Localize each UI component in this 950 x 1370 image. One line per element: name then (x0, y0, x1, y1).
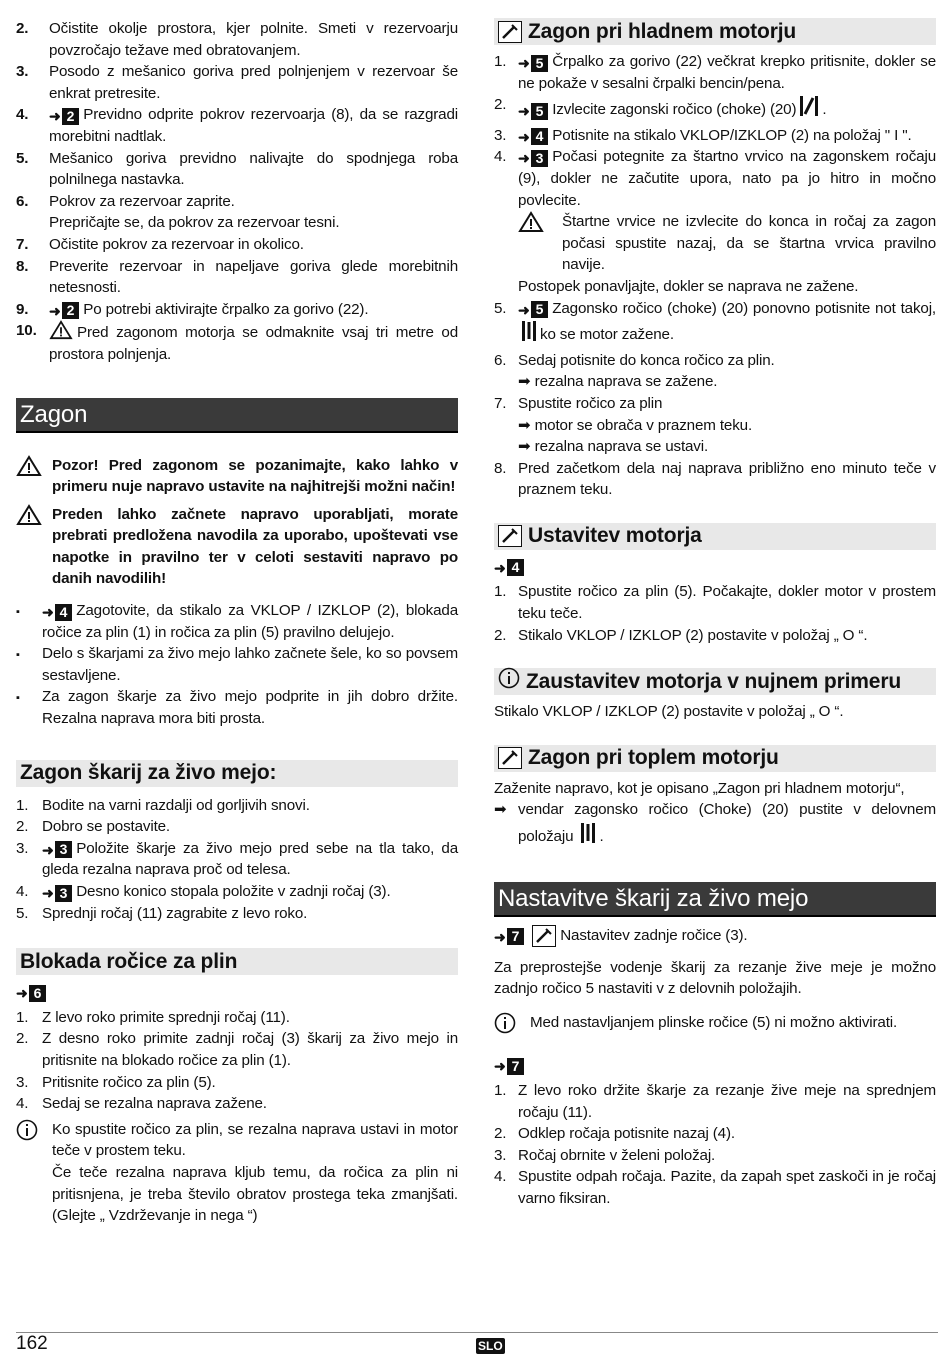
start-steps-list (16, 795, 458, 925)
list-number: 2. (494, 1125, 507, 1143)
list-text: Zagonsko ročico (choke) (20) ponovno potisnite not takoj, (552, 299, 936, 317)
list-item (494, 1145, 936, 1167)
pointer-icon: ➜ (16, 985, 28, 1002)
list-text: Pred začetkom dela naj naprava približno eno minuto teče v praznem teku. (518, 459, 936, 499)
list-number: 1. (16, 1008, 29, 1026)
list-item (494, 625, 936, 647)
list-item (494, 298, 936, 350)
figure-ref (42, 885, 72, 902)
list-number: 7. (494, 394, 507, 412)
arrow-right-icon: ➡ (494, 801, 507, 819)
pointer-icon: ➜ (518, 301, 530, 318)
list-item (16, 256, 458, 299)
wrench-icon (498, 525, 522, 547)
figure-number: 5 (531, 301, 549, 318)
figure-number: 5 (531, 103, 549, 120)
figure-number: 4 (531, 128, 549, 145)
warning-text: Preden lahko začnete napravo uporabljati, morate prebrati predložena navodila za uporabo, upoštevati vse napotke in pravilno ter v celoti sestaviti napravo po danih navodilih! (52, 505, 458, 588)
result-line (518, 415, 936, 437)
choke-closed-icon (798, 94, 820, 125)
warning-block (16, 504, 458, 590)
list-number: 6. (494, 351, 507, 369)
list-text: Sedaj potisnite do konca ročico za plin. (518, 351, 775, 369)
list-number: 2. (16, 818, 29, 836)
wrench-icon (498, 21, 522, 43)
warm-start-tail: . (599, 828, 604, 846)
pointer-icon: ➜ (49, 302, 61, 319)
list-number: 5. (16, 904, 29, 922)
wrench-icon (498, 747, 522, 769)
list-text: Očistite okolje prostora, kjer polnite. Smeti v rezervoarju povzročajo težave med obratovanjem. (49, 20, 458, 59)
section-title-nastavitve: Nastavitve škarij za živo mejo (494, 882, 936, 917)
list-item (16, 816, 458, 838)
warning-icon (16, 504, 52, 533)
list-text-tail: ko se motor zažene. (540, 326, 674, 344)
list-number: 4. (16, 883, 29, 900)
bullet-text: Delo s škarjami za živo mejo lahko začnete šele, ko so povsem sestavljene. (42, 645, 458, 684)
list-number: 3. (494, 126, 507, 144)
list-text: Mešanico goriva previdno nalivajte do spodnjega roba polnilnega nastavka. (49, 149, 458, 189)
figure-ref (42, 841, 72, 858)
list-number: 2. (494, 626, 507, 644)
choke-open-icon (579, 821, 597, 852)
figure-number: 7 (507, 928, 525, 945)
list-item (16, 234, 458, 256)
list-number: 5. (16, 149, 29, 167)
bullet-marker: ▪ (16, 649, 20, 662)
list-item (494, 1166, 936, 1209)
figure-number: 2 (62, 108, 80, 125)
list-text: Previdno odprite pokrov rezervoarja (8), da se razgradi morebitni nadtlak. (49, 106, 458, 145)
list-number: 3. (16, 1073, 29, 1091)
warning-icon (49, 324, 77, 341)
list-number: 1. (494, 53, 507, 70)
figure-ref (518, 103, 548, 120)
bullet-text: Za zagon škarje za živo mejo podprite in jih dobro držite. Rezalna naprava mora biti prosta. (42, 688, 458, 728)
list-item (494, 1080, 936, 1123)
figure-ref (518, 150, 548, 167)
stop-steps-list (494, 581, 936, 646)
list-text: Pokrov za rezervoar zaprite. (49, 192, 235, 210)
warning-icon (16, 455, 52, 484)
list-number: 2. (16, 1030, 29, 1048)
list-item (16, 299, 458, 321)
section-header-ustavitev (494, 523, 936, 550)
info-icon (498, 667, 520, 697)
warning-text: Pozor! Pred zagonom se pozanimajte, kako lahko v primeru nuje napravo ustavite na najhitrejši možni način! (52, 456, 458, 496)
result-line (518, 371, 936, 393)
list-item (16, 881, 458, 903)
list-number: 1. (16, 796, 29, 814)
figure-number: 2 (62, 302, 80, 319)
adjustment-label: Nastavitev zadnje ročice (3). (560, 926, 748, 944)
throttle-lock-steps-list (16, 1007, 458, 1115)
list-item (16, 795, 458, 817)
figure-ref (16, 985, 46, 1002)
list-text: Sedaj se rezalna naprava zažene. (42, 1095, 267, 1113)
list-text: Položite škarje za živo mejo pred sebe na tla tako, da gleda rezalna naprava proč od telesa. (42, 839, 458, 879)
list-text: Posodo z mešanico goriva pred polnjenjem v rezervoar še enkrat pretresite. (49, 63, 458, 102)
list-number: 3. (16, 63, 29, 81)
pointer-icon: ➜ (494, 559, 506, 576)
list-number: 3. (16, 839, 29, 857)
bullet-item (16, 686, 458, 729)
section-header-nujni (494, 668, 936, 695)
pointer-icon: ➜ (518, 103, 530, 120)
section-header-toplem (494, 745, 936, 772)
arrow-right-icon: ➡ (518, 416, 535, 434)
result-text: rezalna naprava se zažene. (534, 373, 718, 391)
list-item (494, 51, 936, 94)
list-number: 9. (16, 300, 29, 318)
info-icon (494, 1012, 530, 1041)
list-text: Preverite rezervoar in napeljave goriva glede morebitnih netesnosti. (49, 257, 458, 297)
list-text: Z desno roko primite zadnji ročaj (3) škarij za živo mejo in pritisnite na blokado ročice za plin (1). (42, 1030, 458, 1069)
list-number: 4. (494, 1168, 507, 1186)
figure-number: 7 (507, 1058, 525, 1075)
wrench-icon (532, 925, 556, 947)
list-text: Spustite odpah ročaja. Pazite, da zapah spet zaskoči in je ročaj varno fiksiran. (518, 1168, 936, 1207)
list-number: 7. (16, 235, 29, 253)
choke-open-icon (520, 319, 538, 350)
figure-number: 5 (531, 55, 549, 72)
info-text: Če teče rezalna naprava kljub temu, da ročica za plin ni pritisnjena, je treba število obratov prostega teka zmanjšati. (Glejte „ Vzdrževanje in nega “) (52, 1163, 458, 1225)
list-text: Z levo roko držite škarje za rezanje žive meje na sprednjem ročaju (11). (518, 1082, 936, 1121)
figure-ref (49, 108, 79, 125)
bullet-text: Zagotovite, da stikalo za VKLOP / IZKLOP (2), blokada ročice za plin (1) in ročica za plin (5) pravilno delujejo. (42, 602, 458, 641)
list-item (16, 18, 458, 61)
section-title-ustavitev: Ustavitev motorja (528, 524, 702, 548)
warning-block (16, 455, 458, 498)
pointer-icon: ➜ (518, 128, 530, 145)
section-title-nujni: Zaustavitev motorja v nujnem primeru (526, 669, 902, 693)
list-text: Očistite pokrov za rezervoar in okolico. (49, 235, 304, 253)
info-block (16, 1119, 458, 1227)
result-line (518, 436, 936, 458)
arrow-right-icon: ➡ (518, 438, 535, 456)
info-icon (16, 1119, 52, 1148)
list-text: Počasi potegnite za štartno vrvico na zagonskem ročaju (9), dokler ne začutite upora, nato pa jo hitro in močno povlecite. (518, 148, 936, 209)
page-number: 162 (16, 1333, 48, 1354)
figure-reference (494, 925, 528, 947)
bullet-marker: ▪ (16, 692, 20, 705)
list-number: 6. (16, 192, 29, 210)
bullet-item (16, 600, 458, 643)
adjustment-ref-row (494, 925, 936, 947)
list-item (494, 1123, 936, 1145)
left-column (16, 18, 458, 1227)
list-item (494, 393, 936, 458)
list-item (494, 146, 936, 211)
info-text: Ko spustite ročico za plin, se rezalna naprava ustavi in motor teče v prostem teku. (52, 1120, 458, 1160)
figure-ref (49, 302, 79, 319)
section-title-toplem: Zagon pri toplem motorju (528, 746, 779, 770)
list-text: Bodite na varni razdalji od gorljivih snovi. (42, 796, 310, 814)
pointer-icon: ➜ (49, 108, 61, 125)
adjustment-steps-list (494, 1080, 936, 1210)
warning-text: Štartne vrvice ne izvlecite do konca in ročaj za zagon počasi spustite nazaj, da se štartna vrvica pravilno navije. (562, 213, 936, 274)
result-text: rezalna naprava se ustavi. (534, 438, 709, 456)
section-title-zagon-skarij: Zagon škarij za živo mejo: (16, 760, 458, 787)
list-item (16, 838, 458, 881)
right-column (494, 18, 936, 1210)
list-number: 8. (494, 459, 507, 477)
figure-number: 3 (55, 885, 73, 902)
cold-start-steps-list (494, 51, 936, 211)
list-item (494, 458, 936, 501)
pointer-icon: ➜ (494, 928, 506, 945)
emergency-stop-text: Stikalo VKLOP / IZKLOP (2) postavite v položaj „ O “. (494, 703, 844, 721)
pointer-icon: ➜ (42, 885, 54, 901)
bullet-list (16, 600, 458, 730)
info-block (494, 1012, 936, 1041)
list-text-tail: . (822, 101, 827, 119)
list-item (16, 903, 458, 925)
list-number: 1. (494, 583, 507, 601)
arrow-right-icon: ➡ (518, 373, 535, 391)
figure-ref (494, 559, 524, 576)
figure-number: 4 (55, 604, 73, 621)
warning-block (494, 211, 936, 276)
section-title-zagon: Zagon (16, 398, 458, 433)
list-text: Odklep ročaja potisnite nazaj (4). (518, 1125, 735, 1143)
footer-divider (16, 1332, 938, 1333)
list-number: 1. (494, 1082, 507, 1099)
list-number: 2. (494, 96, 507, 114)
figure-number: 4 (507, 559, 525, 576)
refuel-steps-list (16, 18, 458, 366)
list-item (16, 61, 458, 104)
figure-number: 3 (531, 150, 549, 167)
result-text: motor se obrača v praznem teku. (534, 416, 753, 434)
list-item (16, 1072, 458, 1094)
list-text: Potisnite na stikalo VKLOP/IZKLOP (2) na položaj " I ". (552, 126, 912, 144)
list-item (16, 104, 458, 147)
figure-ref (518, 128, 548, 145)
list-text: Stikalo VKLOP / IZKLOP (2) postavite v položaj „ O “. (518, 626, 868, 644)
list-number: 8. (16, 257, 29, 275)
list-text: Dobro se postavite. (42, 818, 171, 836)
list-item (16, 191, 458, 234)
section-title-blokada: Blokada ročice za plin (16, 948, 458, 975)
pointer-icon: ➜ (494, 1058, 506, 1075)
pointer-icon: ➜ (42, 841, 54, 858)
warm-start-arrow-row (494, 799, 936, 851)
list-subtext: Prepričajte se, da pokrov za rezervoar tesni. (49, 214, 340, 232)
list-text: Pritisnite ročico za plin (5). (42, 1073, 216, 1091)
list-item (16, 1028, 458, 1071)
figure-reference (494, 1054, 936, 1076)
bullet-marker: ▪ (16, 606, 20, 619)
list-number: 2. (16, 20, 29, 37)
list-text: Ročaj obrnite v želeni položaj. (518, 1146, 716, 1164)
list-text: Po potrebi aktivirajte črpalko za gorivo (22). (83, 300, 369, 318)
list-number: 10. (16, 322, 37, 340)
list-text: Spustite ročico za plin (518, 394, 663, 412)
repeat-note: Postopek ponavljajte, dokler se naprava ne zažene. (518, 277, 859, 295)
list-number: 3. (494, 1146, 507, 1164)
list-item (16, 1007, 458, 1029)
list-text: Pred zagonom motorja se odmaknite vsaj tri metre od prostora polnjenja. (49, 324, 458, 363)
figure-ref (518, 55, 548, 72)
list-item (16, 148, 458, 191)
list-number: 4. (16, 1095, 29, 1113)
figure-ref (42, 604, 72, 621)
list-item (494, 581, 936, 624)
pointer-icon: ➜ (518, 55, 530, 71)
figure-number: 6 (29, 985, 47, 1002)
figure-ref (494, 928, 524, 945)
adjustment-text: Za preprostejše vodenje škarij za rezanje žive meje je možno zadnjo ročico 5 nastaviti v z delovnih položajih. (494, 958, 936, 998)
list-text: Z levo roko primite sprednji ročaj (11). (42, 1008, 290, 1026)
bullet-item (16, 643, 458, 686)
pointer-icon: ➜ (518, 150, 530, 167)
list-text: Črpalko za gorivo (22) večkrat krepko pritisnite, dokler se ne pokaže v sesalni črpalki bencin/pena. (518, 53, 936, 92)
list-text: Izvlecite zagonski ročico (choke) (20) (552, 101, 797, 119)
warm-start-arrow-text: vendar zagonsko ročico (Choke) (20) pustite v delovnem položaju (518, 801, 936, 846)
figure-ref (494, 1058, 524, 1075)
list-number: 4. (16, 106, 29, 124)
cold-start-steps-list-2 (494, 298, 936, 501)
figure-ref (518, 301, 548, 318)
info-text: Med nastavljanjem plinske ročice (5) ni možno aktivirati. (530, 1013, 898, 1031)
list-item (494, 350, 936, 393)
list-number: 4. (494, 148, 507, 166)
list-number: 5. (494, 299, 507, 317)
warning-icon (518, 211, 562, 240)
list-text: Spustite ročico za plin (5). Počakajte, dokler motor v prostem teku teče. (518, 583, 936, 623)
language-badge: SLO (478, 1339, 503, 1353)
figure-reference (494, 556, 936, 578)
section-title-hladni: Zagon pri hladnem motorju (528, 19, 797, 43)
list-item (494, 94, 936, 125)
list-item (16, 320, 458, 365)
pointer-icon: ➜ (42, 604, 54, 621)
list-text: Desno konico stopala položite v zadnji ročaj (3). (76, 883, 391, 900)
list-text: Sprednji ročaj (11) zagrabite z levo roko. (42, 904, 308, 922)
warm-start-text: Zaženite napravo, kot je opisano „Zagon pri hladnem motorju“, (494, 779, 905, 797)
figure-number: 3 (55, 841, 73, 858)
figure-reference (16, 981, 458, 1003)
section-header-hladni (494, 18, 936, 45)
list-item (16, 1093, 458, 1115)
list-item (494, 125, 936, 147)
